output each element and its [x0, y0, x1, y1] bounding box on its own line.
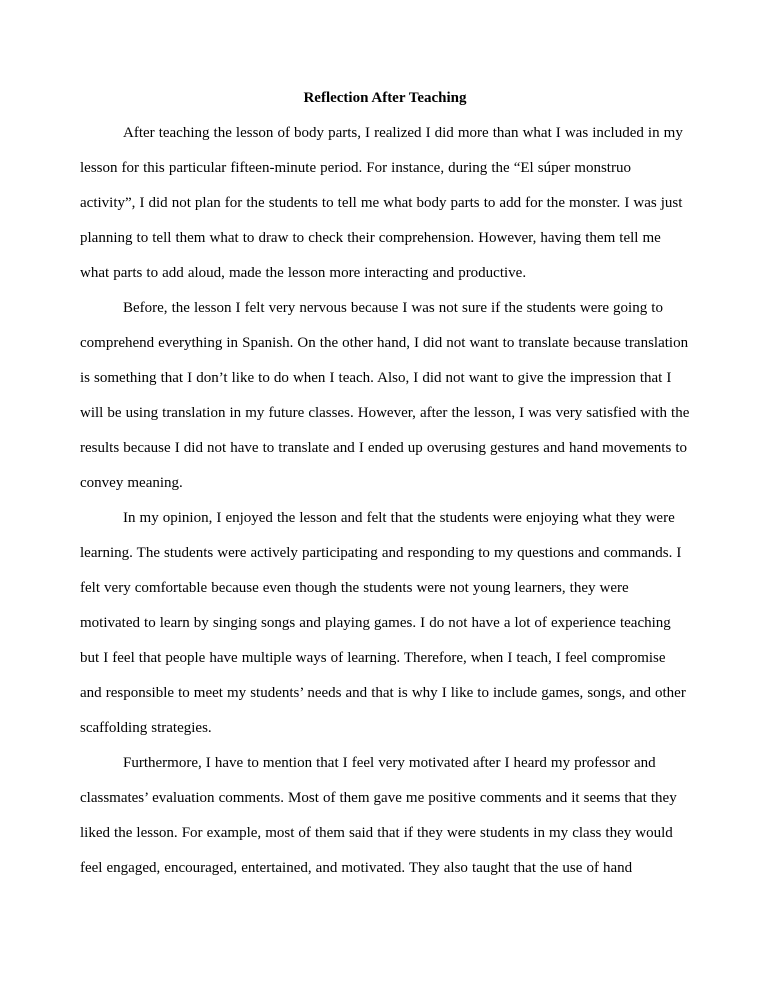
paragraph-4: Furthermore, I have to mention that I feel very motivated after I heard my professor and classmates’ evaluation comments. Most of them gave me positive comments and it seems that they liked the lesson. For example, most of them said that if they were students in my class they would feel engaged, encouraged, entertained, and motivated. They also taught that the use of hand [80, 755, 677, 876]
paragraph-1: After teaching the lesson of body parts, I realized I did more than what I was included in my lesson for this particular fifteen-minute period. For instance, during the “El súper monstruo activity”, I did not plan for the students to tell me what body parts to add for the monster. I was just planning to tell them what to draw to check their comprehension. However, having them tell me what parts to add aloud, made the lesson more interacting and productive. [80, 125, 683, 281]
paragraph-3: In my opinion, I enjoyed the lesson and felt that the students were enjoying what they were learning. The students were actively participating and responding to my questions and commands. I felt very comfortable because even though the students were not young learners, they were motivated to learn by singing songs and playing games. I do not have a lot of experience teaching but I feel that people have multiple ways of learning. Therefore, when I teach, I feel compromise and responsible to meet my students’ needs and that is why I like to include games, songs, and other scaffolding strategies. [80, 510, 686, 736]
paragraph-2: Before, the lesson I felt very nervous because I was not sure if the students were going to comprehend everything in Spanish. On the other hand, I did not want to translate because translation is something that I don’t like to do when I teach. Also, I did not want to give the impression that I will be using translation in my future classes. However, after the lesson, I was very satisfied with the results because I did not have to translate and I ended up overusing gestures and hand movements to convey meaning. [80, 300, 690, 491]
document-title: Reflection After Teaching [303, 90, 467, 106]
